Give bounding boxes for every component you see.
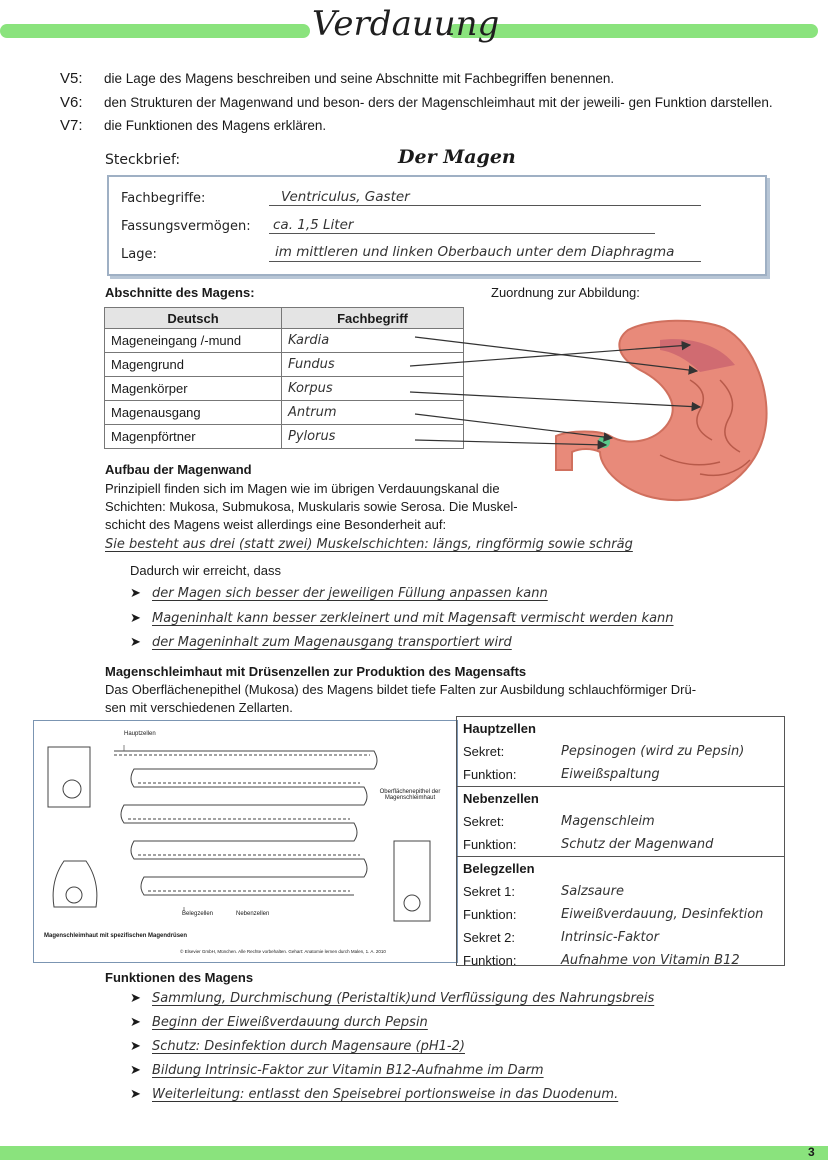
figure-label-epithel: Oberflächenepithel der Magenschleimhaut bbox=[379, 789, 441, 801]
cell-value: Intrinsic-Faktor bbox=[561, 930, 659, 945]
table-row bbox=[457, 949, 784, 972]
wall-intro: Dadurch wir erreicht, dass bbox=[130, 563, 281, 578]
arrow-bullet-icon: ➤ bbox=[130, 1086, 141, 1101]
cell-value: Eiweißspaltung bbox=[561, 767, 660, 782]
technical-term: Antrum bbox=[282, 401, 464, 425]
steckbrief-row-label: Lage: bbox=[121, 247, 157, 262]
function-text: Bildung Intrinsic-Faktor zur Vitamin B12-Aufnahme im Darm bbox=[152, 1063, 544, 1078]
cell-types-table bbox=[456, 716, 785, 966]
cell-key: Funktion: bbox=[463, 837, 517, 852]
steckbrief-label: Steckbrief: bbox=[105, 152, 181, 168]
page-number: 3 bbox=[808, 1145, 815, 1159]
cell-group-title: Hauptzellen bbox=[463, 721, 536, 736]
arrow-bullet-icon: ➤ bbox=[130, 990, 141, 1005]
objective-code: V6: bbox=[60, 94, 83, 111]
figure-label-hauptzellen: Hauptzellen bbox=[124, 731, 156, 737]
wall-answer: Sie besteht aus drei (statt zwei) Muskelschichten: längs, ringförmig sowie schräg bbox=[105, 537, 633, 552]
wall-paragraph: schicht des Magens weist allerdings eine Besonderheit auf: bbox=[105, 517, 447, 532]
cell-value: Schutz der Magenwand bbox=[561, 837, 714, 852]
column-header: Deutsch bbox=[105, 308, 282, 329]
figure-caption: Magenschleimhaut mit spezifischen Magendrüsen bbox=[44, 933, 188, 939]
cell-group-title: Belegzellen bbox=[463, 861, 535, 876]
bullet-text: der Mageninhalt zum Magenausgang transportiert wird bbox=[152, 635, 512, 650]
objective-code: V7: bbox=[60, 117, 83, 134]
cell-key: Funktion: bbox=[463, 953, 517, 968]
sections-heading: Abschnitte des Magens: bbox=[105, 285, 255, 300]
list-item bbox=[130, 634, 512, 650]
arrow-bullet-icon: ➤ bbox=[130, 1038, 141, 1053]
function-text: Beginn der Eiweißverdauung durch Pepsin bbox=[152, 1015, 428, 1030]
table-row bbox=[457, 833, 784, 857]
cell-group-title: Nebenzellen bbox=[463, 791, 539, 806]
cell-key: Sekret: bbox=[463, 744, 505, 759]
cell-value: Magenschleim bbox=[561, 814, 655, 829]
pointer-arrow bbox=[415, 414, 612, 438]
cell-key: Sekret 2: bbox=[463, 930, 516, 945]
list-item bbox=[130, 1038, 465, 1054]
table-row bbox=[457, 810, 784, 833]
footer-bar bbox=[0, 1146, 828, 1160]
mucosa-figure bbox=[33, 720, 458, 963]
table-row bbox=[457, 880, 784, 903]
steckbrief-row-value: im mittleren und linken Oberbauch unter dem Diaphragma bbox=[275, 244, 675, 260]
objective-text: den Strukturen der Magenwand und beson- ders der Magenschleimhaut mit der jeweili- gen Funktion darstellen. bbox=[104, 95, 773, 110]
technical-term: Pylorus bbox=[282, 425, 464, 449]
list-item bbox=[130, 990, 654, 1006]
german-term: Magengrund bbox=[105, 353, 282, 377]
wall-paragraph: Prinzipiell finden sich im Magen wie im übrigen Verdauungskanal die bbox=[105, 481, 500, 496]
cell-value: Aufnahme von Vitamin B12 bbox=[561, 953, 740, 968]
arrow-bullet-icon: ➤ bbox=[130, 634, 141, 649]
cell-value: Pepsinogen (wird zu Pepsin) bbox=[561, 744, 745, 759]
cell-key: Sekret 1: bbox=[463, 884, 516, 899]
function-text: Schutz: Desinfektion durch Magensaure (pH1-2) bbox=[152, 1039, 465, 1054]
pointer-arrow bbox=[410, 392, 700, 407]
mucosa-heading: Magenschleimhaut mit Drüsenzellen zur Produktion des Magensafts bbox=[105, 664, 527, 679]
cell-value: Salzsaure bbox=[561, 884, 624, 899]
german-term: Magenkörper bbox=[105, 377, 282, 401]
cell-key: Funktion: bbox=[463, 907, 517, 922]
figure-label-nebenzellen: Nebenzellen bbox=[236, 911, 270, 917]
table-row bbox=[457, 926, 784, 949]
steckbrief-row-value: ca. 1,5 Liter bbox=[273, 217, 354, 233]
functions-heading: Funktionen des Magens bbox=[105, 970, 254, 985]
wall-paragraph: Schichten: Mukosa, Submukosa, Muskularis sowie Serosa. Die Muskel- bbox=[105, 499, 518, 514]
figure-label-belegzellen: Belegzellen bbox=[182, 911, 214, 917]
arrow-bullet-icon: ➤ bbox=[130, 610, 141, 625]
assignment-label: Zuordnung zur Abbildung: bbox=[491, 285, 640, 300]
steckbrief-row-label: Fachbegriffe: bbox=[121, 191, 206, 206]
objective-code: V5: bbox=[60, 70, 83, 87]
objective-text: die Funktionen des Magens erklären. bbox=[104, 118, 327, 133]
cell-key: Sekret: bbox=[463, 814, 505, 829]
technical-term: Kardia bbox=[282, 329, 464, 353]
function-text: Weiterleitung: entlasst den Speisebrei portionsweise in das Duodenum. bbox=[152, 1087, 619, 1102]
figure-credit: © Elsevier GmbH, München. Alle Rechte vorbehalten. Gehart: Anatomie lernen durch Malen, 1. A. 2010 bbox=[180, 949, 386, 954]
steckbrief-row-label: Fassungsvermögen: bbox=[121, 219, 251, 234]
gland-drawing bbox=[34, 721, 457, 962]
page-title: Verdauung bbox=[312, 4, 500, 44]
technical-term: Fundus bbox=[282, 353, 464, 377]
steckbrief-title: Der Magen bbox=[398, 146, 516, 168]
steckbrief-row-value: Ventriculus, Gaster bbox=[281, 189, 410, 205]
arrow-bullet-icon: ➤ bbox=[130, 585, 141, 600]
technical-term: Korpus bbox=[282, 377, 464, 401]
bullet-text: der Magen sich besser der jeweiligen Füllung anpassen kann bbox=[152, 586, 548, 601]
table-row bbox=[457, 903, 784, 926]
german-term: Magenausgang bbox=[105, 401, 282, 425]
list-item bbox=[130, 1014, 428, 1030]
function-text: Sammlung, Durchmischung (Peristaltik)und Verflüssigung des Nahrungsbreis bbox=[152, 991, 655, 1006]
german-term: Magenpförtner bbox=[105, 425, 282, 449]
table-row bbox=[457, 763, 784, 787]
list-item bbox=[130, 610, 674, 626]
list-item bbox=[130, 1062, 544, 1078]
arrow-bullet-icon: ➤ bbox=[130, 1062, 141, 1077]
stomach-illustration bbox=[0, 0, 828, 520]
wall-heading: Aufbau der Magenwand bbox=[105, 462, 252, 477]
mucosa-paragraph: Das Oberflächenepithel (Mukosa) des Magens bildet tiefe Falten zur Ausbildung schlauchförmiger Drü- bbox=[105, 682, 697, 697]
bullet-text: Mageninhalt kann besser zerkleinert und mit Magensaft vermischt werden kann bbox=[152, 611, 674, 626]
cell-key: Funktion: bbox=[463, 767, 517, 782]
arrow-bullet-icon: ➤ bbox=[130, 1014, 141, 1029]
german-term: Mageneingang /-mund bbox=[105, 329, 282, 353]
list-item bbox=[130, 585, 548, 601]
mucosa-paragraph: sen mit verschiedenen Zellarten. bbox=[105, 700, 293, 715]
cell-value: Eiweißverdauung, Desinfektion bbox=[561, 907, 764, 922]
table-row bbox=[457, 740, 784, 763]
column-header: Fachbegriff bbox=[282, 308, 464, 329]
list-item bbox=[130, 1086, 618, 1102]
objective-text: die Lage des Magens beschreiben und seine Abschnitte mit Fachbegriffen benennen. bbox=[104, 71, 615, 86]
